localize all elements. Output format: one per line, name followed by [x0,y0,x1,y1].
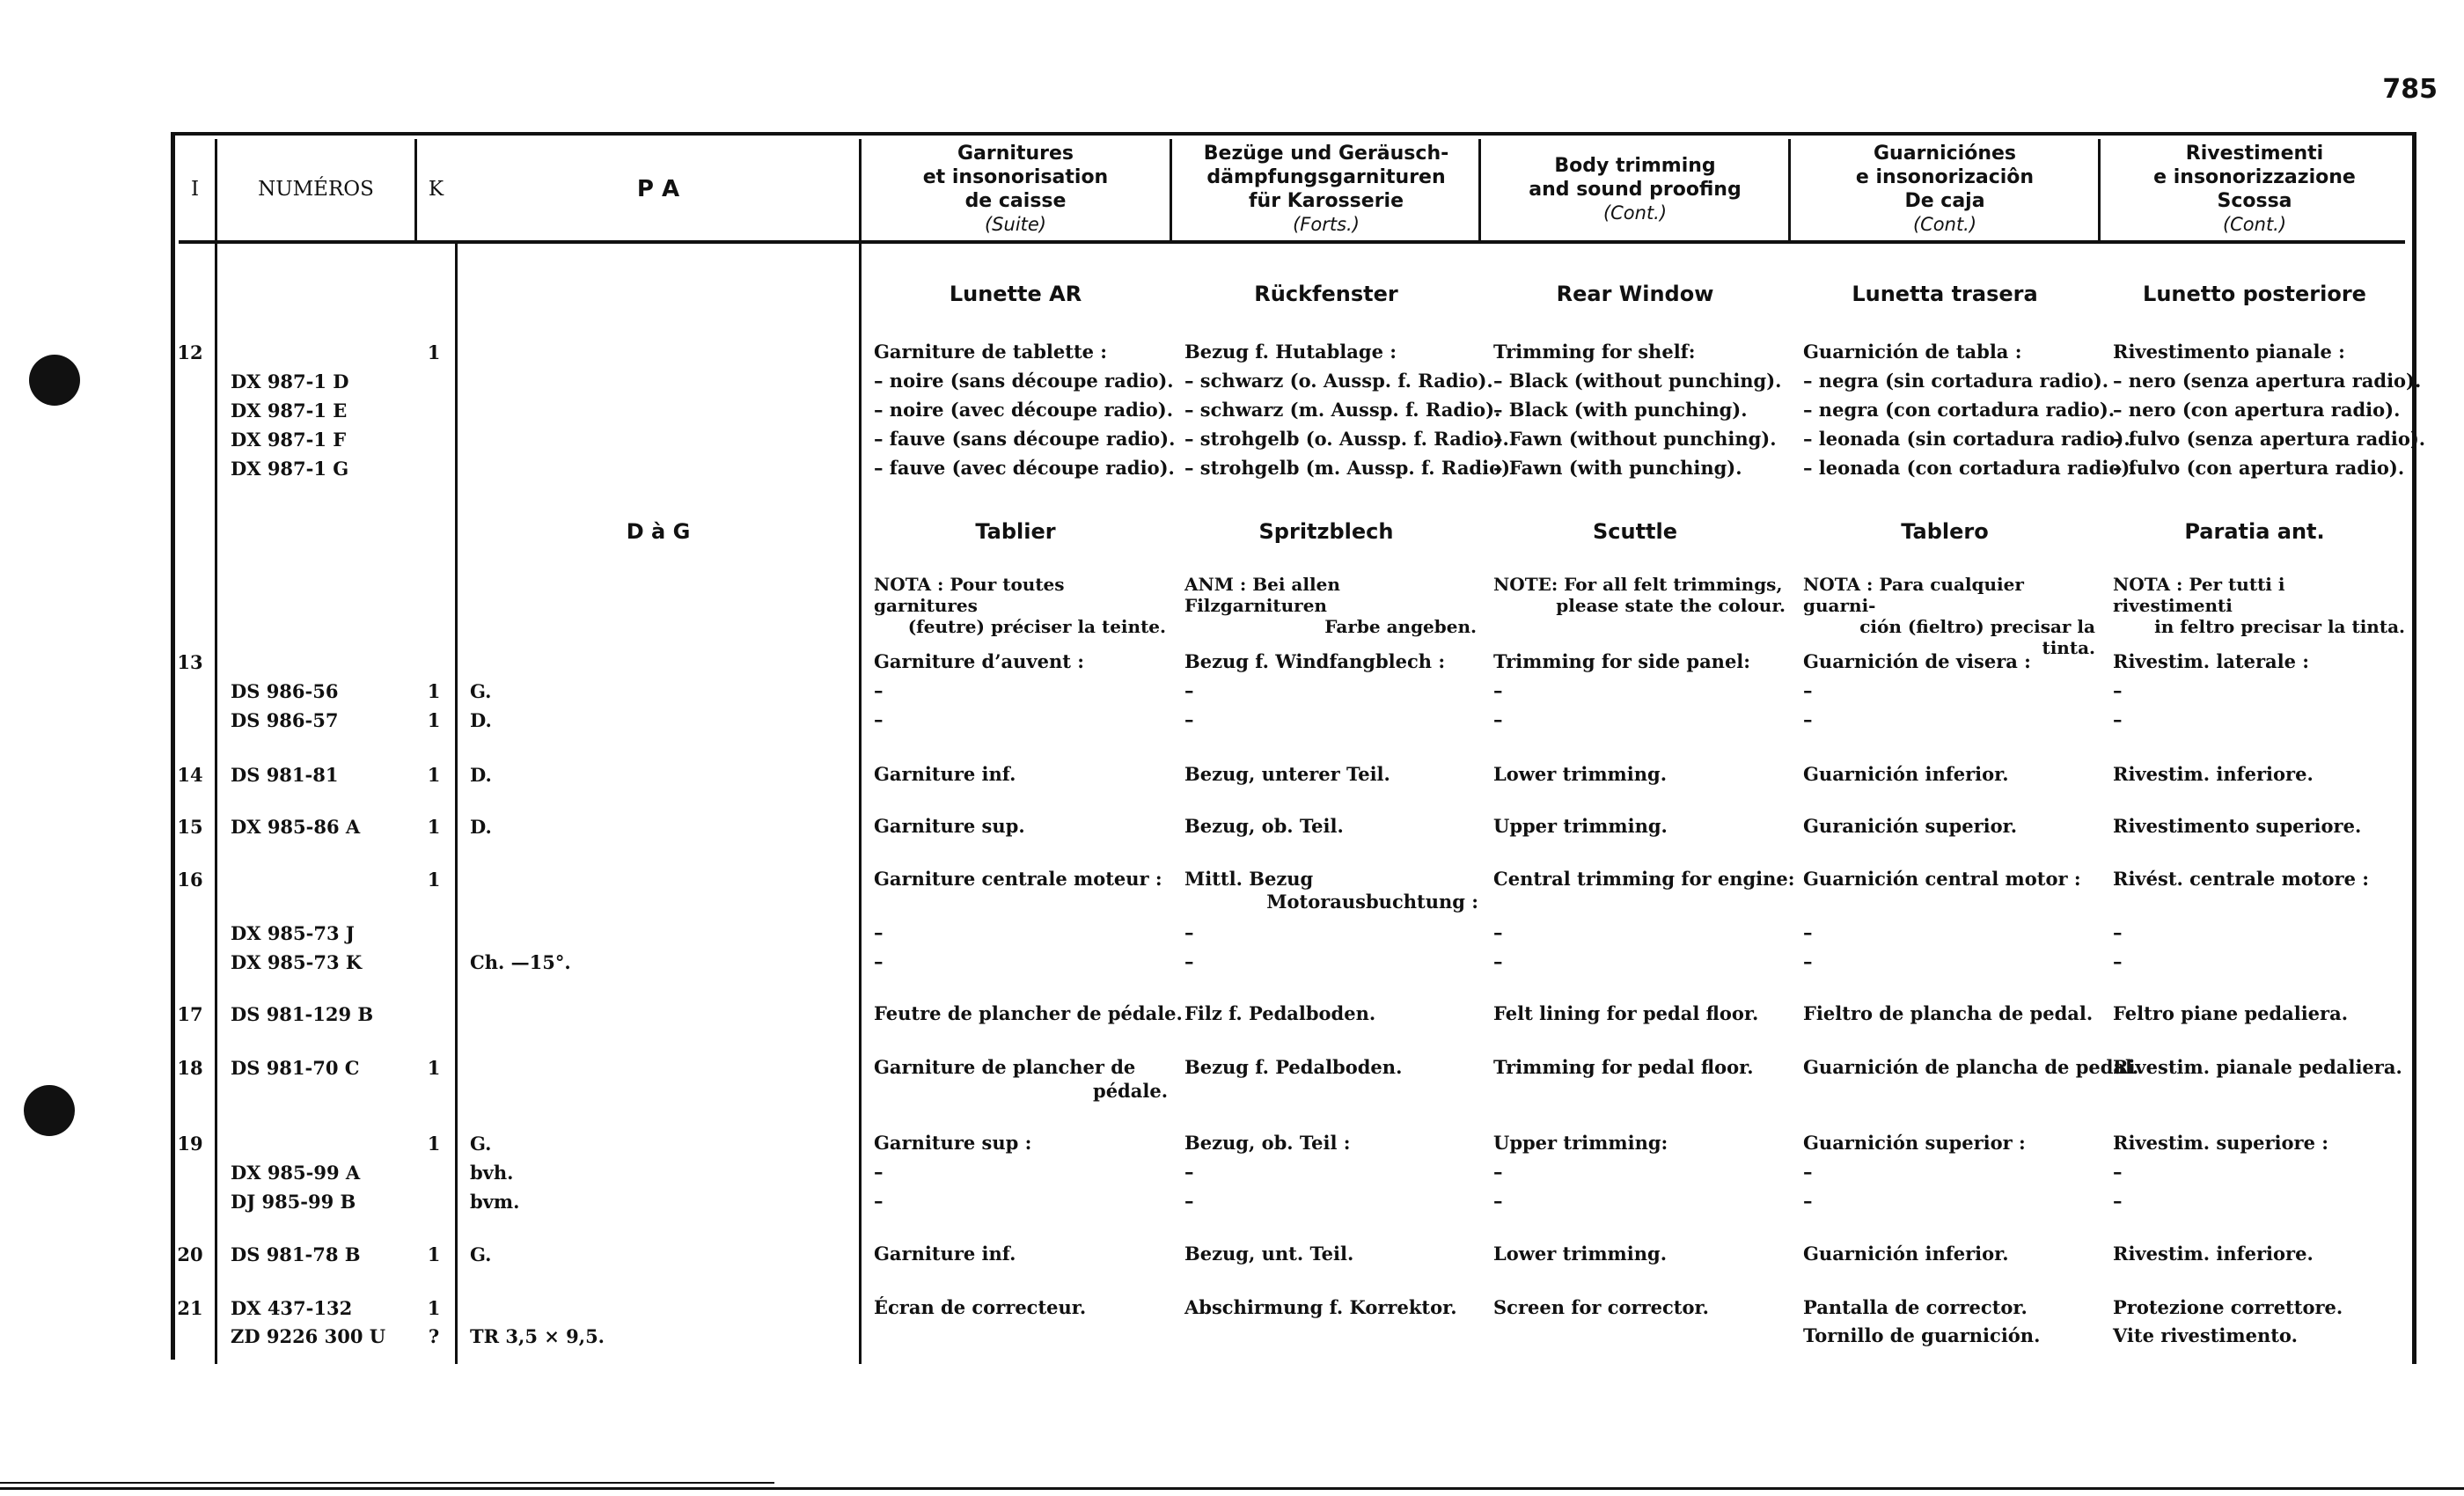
description-cell: – nero (senza apertura radio). [2113,370,2422,392]
note-line: Farbe angeben. [1324,616,1477,637]
pa-remark: G. [470,1243,492,1265]
section-pa: D à G [626,519,691,544]
description-cell: Guarnición inferior. [1803,763,2009,785]
description-cell: – [2113,679,2123,701]
description-cell: Guarnición de visera : [1803,650,2031,672]
col-header-sub: (Suite) [984,214,1046,235]
note-block [1803,574,2095,658]
description-cell: Guarnición central motor : [1803,868,2081,890]
description-cell: – [874,921,884,943]
description-cell: Garniture de plancher de [874,1056,1136,1078]
description-cell: Rivestim. laterale : [2113,650,2310,672]
col-header-sub: (Forts.) [1293,214,1360,235]
description-cell: – fulvo (senza apertura radio). [2113,428,2426,450]
quantity: 1 [427,869,441,891]
note-block [874,574,1166,637]
description-cell: – leonada (sin cortadura radio). [1803,428,2130,450]
description-cell: – [1493,950,1503,972]
col-header-line: Rivestimenti [2185,143,2324,165]
description-cell: – [874,1161,884,1183]
note-line: NOTA : Pour toutes garnitures [874,574,1065,616]
description-cell: – [1184,1161,1194,1183]
note-line: ANM : Bei allen Filzgarnituren [1184,574,1340,616]
description-cell: – [1803,1190,1813,1212]
row-number: 21 [177,1297,203,1319]
pa-remark: D. [470,764,492,786]
section-title: Rückfenster [1254,282,1398,306]
col-header-sub: (Cont.) [1912,214,1977,235]
part-number: DX 987-1 D [231,370,349,392]
description-cell: – leonada (con cortadura radio). [1803,457,2137,479]
description-cell: Central trimming for engine: [1493,868,1795,890]
col-header-sub: (Cont.) [1602,202,1668,224]
description-cell: – [2113,1190,2123,1212]
note-line: NOTA : Per tutti i rivestimenti [2113,574,2285,616]
quantity: 1 [427,1133,441,1155]
description-cell: pédale. [1093,1080,1168,1102]
description-cell: Garniture inf. [874,1243,1016,1265]
col-header-line: et insonorisation [922,166,1109,188]
note-line: NOTA : Para cualquier guarni- [1803,574,2024,616]
col-header-line: de caisse [964,190,1067,212]
col-header-i: I [190,178,200,201]
col-header-line: für Karosserie [1248,190,1404,212]
pa-remark: Ch. —15°. [470,951,571,973]
col-header-lang-4 [1791,139,2099,239]
description-cell: – [1493,921,1503,943]
col-header-line: Bezüge und Geräusch- [1203,143,1449,165]
description-cell: Bezug, unt. Teil. [1184,1243,1354,1265]
part-number: DX 987-1 E [231,400,348,422]
col-header-lang-3 [1481,139,1789,239]
description-cell: Protezione correttore. [2113,1296,2343,1318]
description-cell: – [1493,708,1503,730]
description-cell: Guarnición inferior. [1803,1243,2009,1265]
quantity: 1 [427,816,441,838]
part-number: DX 437-132 [231,1297,353,1319]
description-cell: – [1803,921,1813,943]
description-cell: – schwarz (m. Aussp. f. Radio). [1184,399,1501,421]
description-cell: Felt lining for pedal floor. [1493,1002,1759,1024]
description-cell: Upper trimming. [1493,815,1668,837]
description-cell: Garniture de tablette : [874,341,1108,363]
section-title: Spritzblech [1258,519,1394,544]
description-cell: – nero (con apertura radio). [2113,399,2401,421]
note-block [2113,574,2405,637]
col-header-line: De caja [1904,190,1985,212]
quantity: 1 [427,341,441,363]
quantity: 1 [427,1243,441,1265]
description-cell: – Fawn (with punching). [1493,457,1742,479]
col-header-numeros: NUMÉROS [258,178,374,201]
note-line: in feltro precisar la tinta. [2154,616,2405,637]
description-cell: – [1803,679,1813,701]
part-number: DS 986-56 [231,680,339,702]
description-cell: Tornillo de guarnición. [1803,1324,2041,1346]
description-cell: Trimming for pedal floor. [1493,1056,1754,1078]
description-cell: – [1184,950,1194,972]
description-cell: Guarnición de plancha de pedal. [1803,1056,2139,1078]
description-cell: Rivestim. inferiore. [2113,1243,2314,1265]
row-number: 20 [177,1243,203,1265]
description-cell: Rivést. centrale motore : [2113,868,2369,890]
pa-remark: G. [470,1133,492,1155]
description-cell: Mittl. Bezug [1184,868,1314,890]
description-cell: – [1184,708,1194,730]
description-cell: Garniture inf. [874,763,1016,785]
note-block [1184,574,1477,637]
description-cell: – Black (with punching). [1493,399,1748,421]
description-cell: Rivestim. inferiore. [2113,763,2314,785]
description-cell: – fauve (avec découpe radio). [874,457,1175,479]
description-cell: – [1184,1190,1194,1212]
col-header-lang-2 [1172,139,1480,239]
description-cell: Trimming for shelf: [1493,341,1696,363]
description-cell: Rivestim. superiore : [2113,1132,2329,1154]
description-cell: Garniture d’auvent : [874,650,1085,672]
description-cell: – Black (without punching). [1493,370,1782,392]
description-cell: Bezug, ob. Teil. [1184,815,1344,837]
description-cell: – Fawn (without punching). [1493,428,1777,450]
quantity: 1 [427,680,441,702]
description-cell: Bezug f. Pedalboden. [1184,1056,1403,1078]
section-title: Scuttle [1592,519,1678,544]
binder-hole [29,355,80,406]
row-number: 15 [177,816,203,838]
section-title: Tablero [1901,519,1989,544]
description-cell: – [874,679,884,701]
quantity: ? [428,1325,440,1347]
description-cell: – schwarz (o. Aussp. f. Radio). [1184,370,1493,392]
description-cell: Lower trimming. [1493,763,1668,785]
note-line: (feutre) préciser la teinte. [907,616,1166,637]
description-cell: – [1184,679,1194,701]
description-cell: – negra (sin cortadura radio). [1803,370,2109,392]
description-cell: – [2113,921,2123,943]
note-line: ción (fieltro) precisar la tinta. [1859,616,2095,658]
description-cell: Rivestimento pianale : [2113,341,2345,363]
page-number: 785 [2382,74,2438,105]
col-header-sub: (Cont.) [2222,214,2287,235]
pa-remark: bvh. [470,1162,514,1184]
description-cell: – fulvo (con apertura radio). [2113,457,2405,479]
description-cell: – noire (avec découpe radio). [874,399,1174,421]
quantity: 1 [427,1297,441,1319]
description-cell: – [874,708,884,730]
description-cell: – [1493,679,1503,701]
part-number: DS 981-129 B [231,1003,374,1025]
col-header-lang-1 [862,139,1170,239]
section-title: Lunetta trasera [1852,282,2038,306]
description-cell: Garniture centrale moteur : [874,868,1162,890]
col-header-line: and sound proofing [1529,178,1742,201]
col-header-line: Guarniciónes [1874,143,2016,165]
description-cell: Abschirmung f. Korrektor. [1184,1296,1457,1318]
part-number: DX 985-99 A [231,1162,361,1184]
quantity: 1 [427,1057,441,1079]
description-cell: – [1803,1161,1813,1183]
description-cell: Garniture sup. [874,815,1025,837]
quantity: 1 [427,764,441,786]
description-cell: Rivestimento superiore. [2113,815,2362,837]
description-cell: – [2113,1161,2123,1183]
description-cell: Bezug f. Hutablage : [1184,341,1397,363]
section-title: Paratia ant. [2184,519,2325,544]
description-cell: – [1493,1190,1503,1212]
note-line: please state the colour. [1556,595,1786,616]
row-number: 12 [177,341,203,363]
description-cell: Guarnición superior : [1803,1132,2026,1154]
description-cell: Motorausbuchtung : [1266,891,1478,913]
description-cell: Écran de correcteur. [874,1296,1087,1318]
description-cell: Pantalla de corrector. [1803,1296,2028,1318]
description-cell: – [1493,1161,1503,1183]
description-cell: – fauve (sans découpe radio). [874,428,1176,450]
description-cell: – [874,950,884,972]
description-cell: Vite rivestimento. [2113,1324,2298,1346]
description-cell: – [1184,921,1194,943]
description-cell: – strohgelb (m. Aussp. f. Radio). [1184,457,1517,479]
note-block [1493,574,1786,616]
part-number: DX 985-73 K [231,951,363,973]
col-header-line: dämpfungsgarnituren [1206,166,1446,188]
description-cell: – [1803,950,1813,972]
description-cell: Trimming for side panel: [1493,650,1751,672]
description-cell: – noire (sans découpe radio). [874,370,1174,392]
section-title: Rear Window [1556,282,1714,306]
quantity: 1 [427,709,441,731]
part-number: DX 987-1 F [231,429,347,451]
description-cell: Fieltro de plancha de pedal. [1803,1002,2094,1024]
pa-remark: bvm. [470,1191,520,1213]
pa-remark: D. [470,709,492,731]
description-cell: – [1803,708,1813,730]
description-cell: Garniture sup : [874,1132,1032,1154]
description-cell: Screen for corrector. [1493,1296,1709,1318]
row-number: 17 [177,1003,203,1025]
row-number: 19 [177,1133,203,1155]
col-header-line: Garnitures [957,143,1074,165]
col-header-line: e insonorizzazione [2153,166,2356,188]
part-number: DJ 985-99 B [231,1191,356,1213]
part-number: DS 981-78 B [231,1243,361,1265]
description-cell: Lower trimming. [1493,1243,1668,1265]
binder-hole [24,1085,75,1136]
part-number: DS 981-81 [231,764,339,786]
description-cell: – negra (con cortadura radio). [1803,399,2116,421]
section-title: Tablier [975,519,1056,544]
pa-remark: G. [470,680,492,702]
part-number: DS 981-70 C [231,1057,360,1079]
col-header-pa: P A [636,175,680,202]
col-header-lang-5 [2101,139,2409,239]
description-cell: – [2113,950,2123,972]
pa-remark: TR 3,5 × 9,5. [470,1325,605,1347]
pa-remark: D. [470,816,492,838]
description-cell: Filz f. Pedalboden. [1184,1002,1376,1024]
section-title: Lunetto posteriore [2143,282,2366,306]
description-cell: Bezug, ob. Teil : [1184,1132,1351,1154]
part-number: DX 987-1 G [231,458,349,480]
row-number: 16 [177,869,203,891]
col-header-line: e insonorizaciôn [1855,166,2035,188]
part-number: DX 985-86 A [231,816,361,838]
description-cell: Upper trimming: [1493,1132,1668,1154]
section-title: Lunette AR [949,282,1082,306]
description-cell: – [2113,708,2123,730]
col-header-k: K [428,178,444,201]
description-cell: – [874,1190,884,1212]
col-header-line: Body trimming [1554,154,1716,177]
part-number: DX 985-73 J [231,922,355,944]
description-cell: Guranición superior. [1803,815,2018,837]
description-cell: Feltro piane pedaliera. [2113,1002,2349,1024]
description-cell: Bezug f. Windfangblech : [1184,650,1446,672]
description-cell: Feutre de plancher de pédale. [874,1002,1183,1024]
description-cell: Bezug, unterer Teil. [1184,763,1390,785]
description-cell: – strohgelb (o. Aussp. f. Radio). [1184,428,1509,450]
col-header-line: Scossa [2217,190,2292,212]
part-number: DS 986-57 [231,709,339,731]
row-number: 13 [177,651,203,673]
note-line: NOTE: For all felt trimmings, [1493,574,1783,595]
description-cell: Rivestim. pianale pedaliera. [2113,1056,2402,1078]
row-number: 18 [177,1057,203,1079]
row-number: 14 [177,764,203,786]
description-cell: Guarnición de tabla : [1803,341,2022,363]
part-number: ZD 9226 300 U [231,1325,386,1347]
